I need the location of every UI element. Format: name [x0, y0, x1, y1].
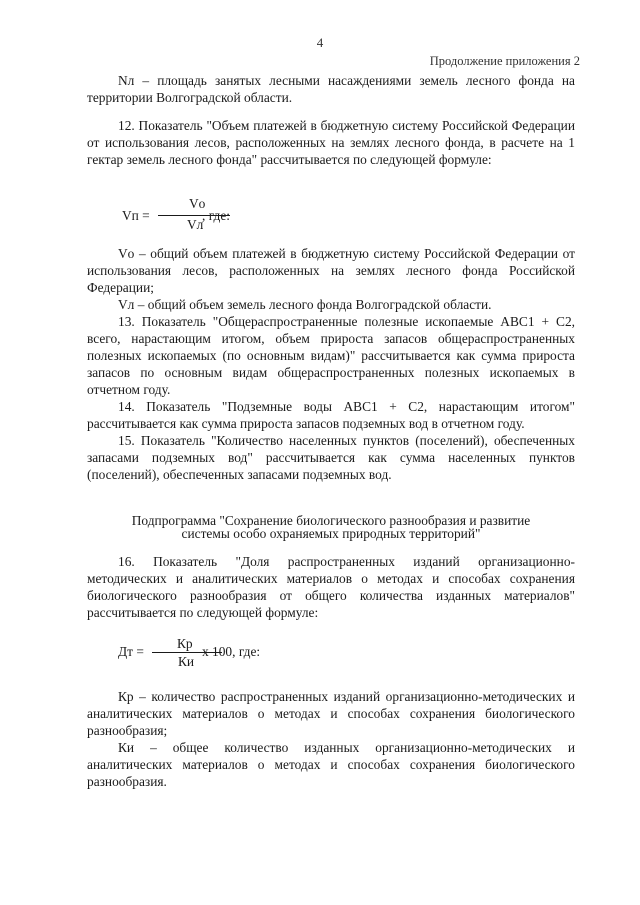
page-number: 4 — [316, 35, 324, 50]
paragraph-vo-definition: Vо – общий объем платежей в бюджетную систему Российской Федерации от использования лесов, расположенных на землях лесного фонда Российской Федерации; — [87, 246, 575, 295]
text-block-top — [87, 72, 575, 106]
subprogram-title — [90, 514, 572, 540]
text-block-bottom — [87, 688, 575, 790]
paragraph-ki-definition: Ки – общее количество изданных организационно-методических и аналитических материалов о методах и способах сохранения биологического разнообразия. — [87, 740, 575, 789]
text-block-indicator-12 — [87, 117, 575, 168]
paragraph-indicator-12: 12. Показатель "Объем платежей в бюджетную систему Российской Федерации от использования лесов, расположенных на землях лесного фонда, в расчете на 1 гектар земель лесного фонда" рассчитывается по следующей формуле: — [87, 118, 575, 167]
formula-dt-numerator: Кр — [177, 636, 193, 651]
paragraph-vl-definition: Vл – общий объем земель лесного фонда Волгоградской области. — [118, 297, 492, 312]
formula-vp-denominator: Vл — [187, 217, 204, 232]
continuation-note: Продолжение приложения 2 — [429, 54, 580, 68]
paragraph-nl-definition: Nл – площадь занятых лесными насаждениями земель лесного фонда на территории Волгоградской области. — [87, 73, 575, 105]
paragraph-indicator-15: 15. Показатель "Количество населенных пунктов (поселений), обеспеченных запасами подземных вод" рассчитывается как сумма населенных пунктов (поселений), обеспеченных запасами подземных вод. — [87, 433, 575, 482]
formula-vp-lhs: Vп = — [122, 208, 150, 223]
formula-vp-tail: , где: — [202, 208, 230, 223]
paragraph-indicator-14: 14. Показатель "Подземные воды АВС1 + С2, нарастающим итогом" рассчитывается как сумма прироста запасов подземных вод в отчетном году. — [87, 399, 575, 431]
formula-vp — [122, 196, 322, 236]
formula-dt-denominator: Ки — [178, 654, 195, 669]
formula-vp-numerator: Vо — [189, 196, 206, 211]
text-block-indicator-16 — [87, 553, 575, 621]
text-block-middle — [87, 245, 575, 483]
paragraph-indicator-16: 16. Показатель "Доля распространенных изданий организационно-методических и аналитических материалов о методах и способах сохранения биологического разнообразия от общего количества изданных материалов" рассчитывается по следующей формуле: — [87, 554, 575, 620]
paragraph-kr-definition: Кр – количество распространенных изданий организационно-методических и аналитических материалов о методах и способах сохранения биологического разнообразия; — [87, 689, 575, 738]
formula-dt-lhs: Дт = — [118, 644, 144, 659]
subprogram-title-line-2: системы особо охраняемых природных территорий" — [181, 526, 481, 541]
paragraph-indicator-13: 13. Показатель "Общераспространенные полезные ископаемые АВС1 + С2, всего, нарастающим итогом, объем прироста запасов общераспространенных полезных ископаемых (по основным видам)" рассчитывается как сумма прироста запасов по основным видам общераспространенных полезных ископаемых в отчетном году. — [87, 314, 575, 397]
subprogram-title-line-1: Подпрограмма "Сохранение биологического разнообразия и развитие — [131, 513, 531, 528]
formula-dt — [118, 636, 318, 676]
formula-dt-tail: х 100, где: — [202, 644, 261, 659]
